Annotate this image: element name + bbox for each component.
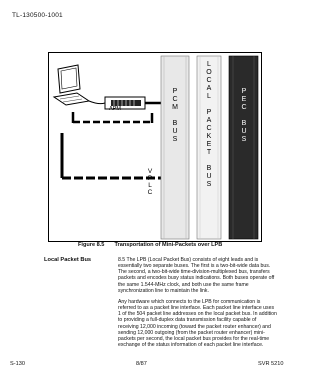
bus-label-letter: E bbox=[241, 96, 247, 103]
figure-caption bbox=[78, 242, 232, 248]
bus-label-letter: C bbox=[241, 104, 247, 111]
bus-label-letter: P bbox=[206, 109, 212, 116]
bus-label-letter: C bbox=[147, 189, 153, 196]
bus-label-letter: S bbox=[172, 136, 178, 143]
bus-label-letter: L bbox=[207, 61, 211, 68]
terminal-icon bbox=[54, 65, 89, 105]
bus-label-letter: B bbox=[241, 120, 247, 127]
paragraph: 8.5 The LPB (Local Packet Bus) consists of eight leads and is essentially two separate buses. The first is a two-bit-wide data bus. The second, a two-bit-wide time-division-multiplexed bus, transfers packets and encodes busy status indications. Both buses operate off the same 1.544-MHz clock, and both use the same frame synchronization line to maintain the link. bbox=[118, 257, 275, 294]
bus-label-letter: U bbox=[241, 128, 247, 135]
page-number: S-130 bbox=[10, 361, 25, 367]
figure-title: Transportation of Mini-Packets over LPB bbox=[114, 242, 223, 248]
bus-label-letter: C bbox=[172, 96, 178, 103]
figure-svg bbox=[49, 53, 261, 241]
bus-label-letter: K bbox=[206, 133, 212, 140]
vplc-label bbox=[148, 168, 153, 196]
bus-label-letter: U bbox=[172, 128, 178, 135]
issue-date: 8/87 bbox=[136, 361, 147, 367]
bus-label-letter: E bbox=[206, 141, 212, 148]
section-heading: Local Packet Bus bbox=[44, 257, 92, 263]
bus-label-letter: C bbox=[206, 125, 212, 132]
pcm-bus-bar bbox=[161, 56, 189, 239]
bus-label-letter: P bbox=[147, 175, 153, 182]
bus-label-letter: B bbox=[172, 120, 178, 127]
bus-label-letter: S bbox=[241, 136, 247, 143]
section-body bbox=[118, 257, 278, 353]
bus-label-letter: A bbox=[206, 117, 212, 124]
figure-diagram bbox=[48, 52, 262, 242]
bus-label-letter: M bbox=[172, 104, 178, 111]
paragraph: Any hardware which connects to the LPB for communication is referred to as a packet line interface. Each packet line interface uses 1 of the 504 packet line addresses on the local packet bus. In addition to providing a full-duplex data transmission facility capable of receiving 12,000 incoming (toward the packet router enhancer) and sending 12,000 outgoing (from the packet router enhancer) mini-packets per second, the local packet bus provides for the real-time exchange of the status information of each packet line interface. bbox=[118, 298, 277, 349]
figure-number: Figure 8.5 bbox=[78, 242, 105, 248]
bus-label-letter: U bbox=[206, 173, 212, 180]
bus-label-letter: T bbox=[206, 149, 212, 156]
bus-label-letter: C bbox=[206, 77, 212, 84]
bus-label-letter: L bbox=[207, 93, 211, 100]
bus-label-letter: V bbox=[147, 168, 153, 175]
apm-label: APM bbox=[109, 106, 121, 112]
bus-label-letter: P bbox=[241, 88, 247, 95]
bus-label-letter: O bbox=[206, 69, 212, 76]
document-id: TL-130500-1001 bbox=[12, 12, 63, 19]
bus-label-letter: A bbox=[206, 85, 212, 92]
pec-bus-bar bbox=[229, 56, 258, 239]
bus-label-letter: S bbox=[206, 181, 212, 188]
bus-label-letter: B bbox=[206, 165, 212, 172]
document-code: SVR 5210 bbox=[258, 361, 284, 367]
bus-label-letter: L bbox=[148, 182, 152, 189]
bus-label-letter: P bbox=[172, 88, 178, 95]
